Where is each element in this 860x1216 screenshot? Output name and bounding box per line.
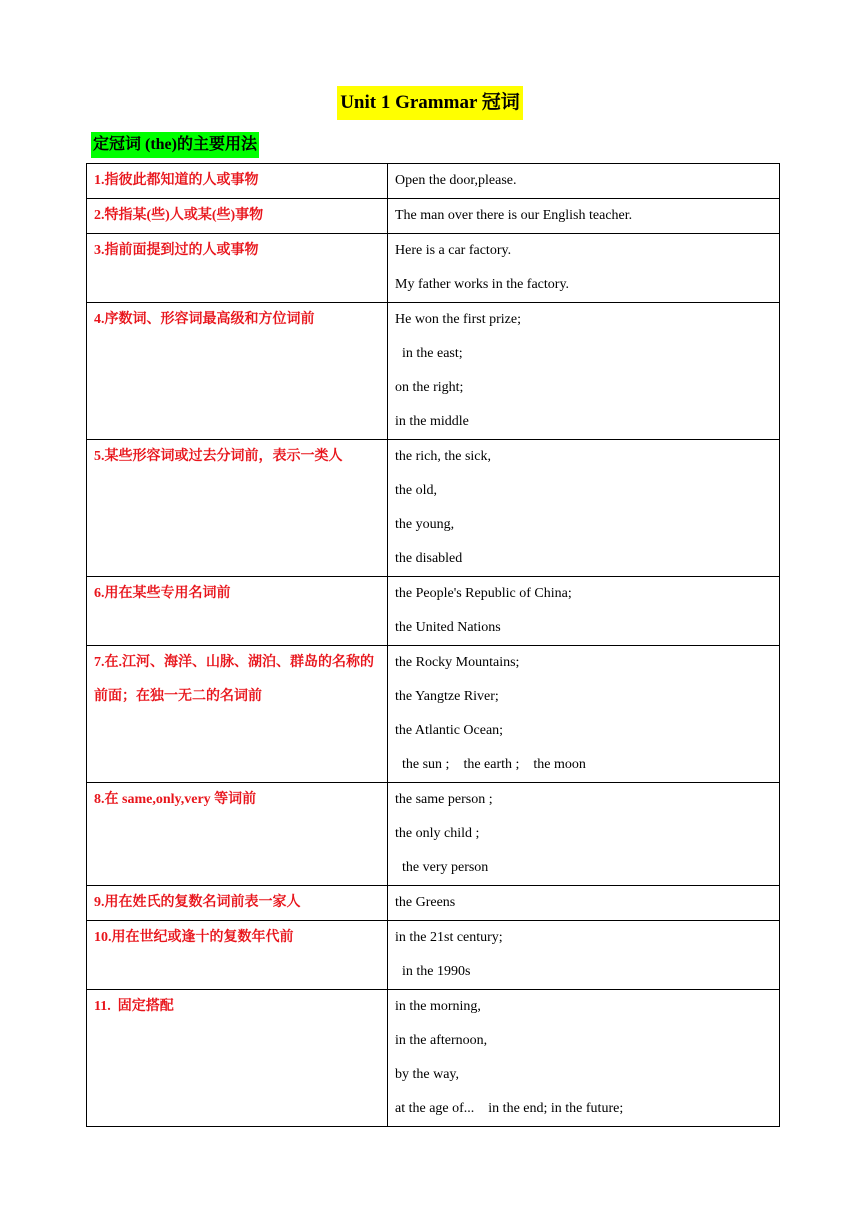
- rule-text: 4.序数词、形容词最高级和方位词前: [94, 312, 315, 327]
- table-row: [87, 164, 780, 199]
- example-line: Here is a car factory.: [395, 243, 512, 258]
- table-row: [87, 440, 780, 577]
- example-line: the disabled: [395, 551, 463, 566]
- example-cell: [388, 234, 780, 303]
- example-cell: [388, 783, 780, 886]
- rule-cell: [87, 577, 388, 646]
- rule-cell: [87, 783, 388, 886]
- example-line: in the middle: [395, 414, 469, 429]
- example-line: My father works in the factory.: [395, 277, 570, 292]
- rule-text: 8.在 same,only,very 等词前: [94, 792, 257, 807]
- example-line: in the afternoon,: [395, 1033, 488, 1048]
- rule-cell: [87, 646, 388, 783]
- example-line: in the east;: [395, 346, 463, 361]
- rule-cell: [87, 886, 388, 921]
- table-row: [87, 199, 780, 234]
- usage-table: [86, 163, 780, 1127]
- example-cell: [388, 164, 780, 199]
- example-line: the Rocky Mountains;: [395, 655, 520, 670]
- rule-cell: [87, 303, 388, 440]
- table-row: [87, 886, 780, 921]
- example-cell: [388, 921, 780, 990]
- example-line: He won the first prize;: [395, 312, 521, 327]
- example-line: at the age of... in the end; in the future;: [395, 1101, 624, 1116]
- example-cell: [388, 886, 780, 921]
- rule-text: 11. 固定搭配: [94, 999, 174, 1014]
- table-row: [87, 990, 780, 1127]
- rule-text: 2.特指某(些)人或某(些)事物: [94, 208, 264, 223]
- example-line: in the morning,: [395, 999, 481, 1014]
- table-row: [87, 646, 780, 783]
- example-line: the Greens: [395, 895, 456, 910]
- table-row: [87, 234, 780, 303]
- rule-cell: [87, 990, 388, 1127]
- rule-text: 6.用在某些专用名词前: [94, 586, 231, 601]
- page-title: Unit 1 Grammar 冠词: [337, 86, 523, 120]
- example-line: in the 21st century;: [395, 930, 503, 945]
- rule-cell: [87, 921, 388, 990]
- table-row: [87, 303, 780, 440]
- example-cell: [388, 440, 780, 577]
- rule-text: 7.在.江河、海洋、山脉、湖泊、群岛的名称的前面；在独一无二的名词前: [94, 655, 374, 704]
- example-line: the rich, the sick,: [395, 449, 492, 464]
- section-heading: 定冠词 (the)的主要用法: [91, 132, 259, 158]
- rule-text: 3.指前面提到过的人或事物: [94, 243, 259, 258]
- example-line: the People's Republic of China;: [395, 586, 572, 601]
- example-line: on the right;: [395, 380, 464, 395]
- example-line: the young,: [395, 517, 455, 532]
- example-cell: [388, 199, 780, 234]
- example-cell: [388, 646, 780, 783]
- rule-text: 1.指彼此都知道的人或事物: [94, 173, 259, 188]
- rule-cell: [87, 234, 388, 303]
- example-cell: [388, 990, 780, 1127]
- rule-cell: [87, 199, 388, 234]
- example-line: by the way,: [395, 1067, 460, 1082]
- example-line: The man over there is our English teacher.: [395, 208, 633, 223]
- example-line: the Yangtze River;: [395, 689, 499, 704]
- example-line: the same person ;: [395, 792, 493, 807]
- example-cell: [388, 577, 780, 646]
- example-line: the Atlantic Ocean;: [395, 723, 504, 738]
- title-wrap: [0, 86, 860, 120]
- example-line: the old,: [395, 483, 437, 498]
- rule-text: 5.某些形容词或过去分词前，表示一类人: [94, 449, 343, 464]
- table-row: [87, 577, 780, 646]
- usage-table-body: [87, 164, 780, 1127]
- rule-cell: [87, 440, 388, 577]
- rule-text: 9.用在姓氏的复数名词前表一家人: [94, 895, 301, 910]
- example-line: in the 1990s: [395, 964, 471, 979]
- example-line: the very person: [395, 860, 489, 875]
- example-cell: [388, 303, 780, 440]
- rule-text: 10.用在世纪或逢十的复数年代前: [94, 930, 294, 945]
- rule-cell: [87, 164, 388, 199]
- table-row: [87, 783, 780, 886]
- table-row: [87, 921, 780, 990]
- example-line: the sun ; the earth ; the moon: [395, 757, 586, 772]
- example-line: Open the door,please.: [395, 173, 517, 188]
- example-line: the only child ;: [395, 826, 480, 841]
- example-line: the United Nations: [395, 620, 501, 635]
